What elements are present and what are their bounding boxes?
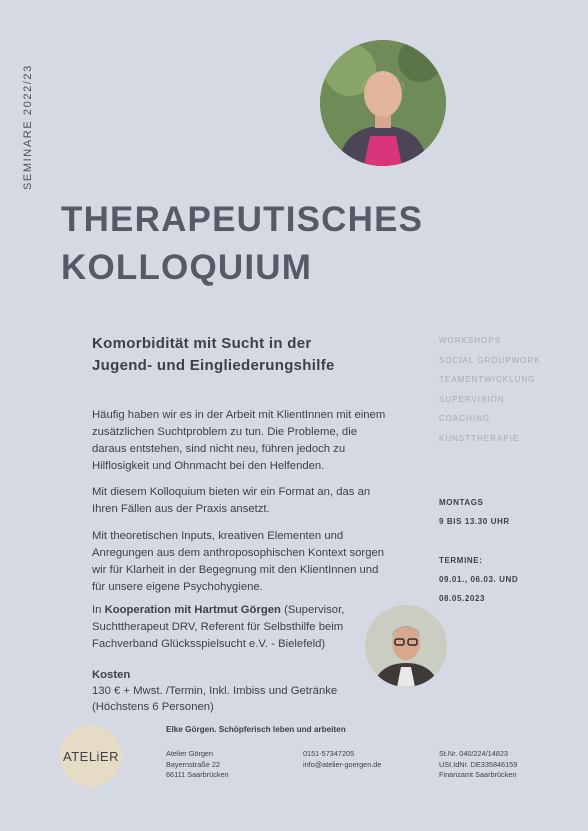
schedule-dates-label: TERMINE: [439, 556, 483, 565]
schedule-dates [439, 551, 518, 608]
schedule-day [439, 493, 510, 531]
service-item: KUNSTTHERAPIE [439, 433, 520, 443]
subtitle-line-1: Komorbidität mit Sucht in der [92, 335, 312, 352]
service-item: SOCIAL GROUPWORK [439, 355, 541, 365]
costs-capacity: (Höchstens 6 Personen) [92, 701, 214, 713]
service-item: COACHING [439, 414, 491, 424]
schedule-day-label: MONTAGS [439, 498, 484, 507]
footer-address-line: Atelier Görgen [166, 749, 214, 758]
schedule-time: 9 BIS 13.30 UHR [439, 517, 510, 526]
service-item: SUPERVISION [439, 394, 505, 404]
footer-tax-line: Finanzamt Saarbrücken [439, 770, 517, 779]
footer-address [166, 749, 229, 781]
cooperation-paragraph [92, 602, 354, 653]
service-item: TEAMENTWICKLUNG [439, 375, 536, 385]
intro-paragraph: Häufig haben wir es in der Arbeit mit KlientInnen mit einem zusätzlichen Suchtproblem zu tun. Die Probleme, die daraus entstehen, sind nicht neu, führen jedoch zu Hilflosigkeit und Ohnmacht bei den Helfenden. [92, 409, 386, 472]
service-item: WORKSHOPS [439, 336, 501, 345]
cooperation-details: (Supervisor, Suchttherapeut DRV, Referent für Selbsthilfe beim Fachverband Glücksspielsucht e.V. - Bielefeld) [92, 604, 345, 650]
cooperation-partner: Kooperation mit Hartmut Görgen [104, 604, 281, 616]
portrait-photo-woman [320, 40, 446, 166]
subtitle-line-2: Jugend- und Eingliederungshilfe [92, 357, 335, 374]
method-paragraph: Mit theoretischen Inputs, kreativen Elementen und Anregungen aus dem anthroposophischen Kontext sorgen wir für Klarheit in der Begegnung mit den KlientInnen und für unsere eigene Psychohygiene. [92, 530, 385, 593]
services-list [439, 336, 541, 454]
footer-phone: 0151-57347205 [303, 749, 355, 758]
costs-price: 130 € + Mwst. /Termin, Inkl. Imbiss und Getränke [92, 685, 338, 697]
footer-tax-info [439, 749, 517, 781]
title-line-1: THERAPEUTISCHES [61, 200, 424, 239]
footer-contact [303, 749, 381, 770]
title-line-2: KOLLOQUIUM [61, 248, 313, 287]
schedule-dates-line-2: 08.05.2023 [439, 594, 486, 603]
schedule-dates-line-1: 09.01., 06.03. UND [439, 575, 519, 584]
seminar-subtitle [92, 333, 392, 377]
footer-address-line: Bayernstraße 22 [166, 759, 220, 769]
cooperation-prefix: In [92, 604, 105, 616]
atelier-logo: ATELiER [60, 725, 122, 787]
costs-block [92, 667, 392, 715]
footer-tax-line: USt.IdNr. DE335846159 [439, 759, 518, 769]
footer-address-line: 66111 Saarbrücken [166, 770, 229, 779]
season-label: SEMINARE 2022/23 [22, 64, 34, 190]
page-title [61, 196, 423, 292]
footer-tax-line: St.Nr. 040/224/14823 [439, 749, 508, 758]
costs-heading: Kosten [92, 669, 131, 681]
footer-email: info@atelier-goergen.de [303, 759, 382, 769]
footer-tagline: Elke Görgen. Schöpferisch leben und arbeiten [166, 725, 346, 734]
format-paragraph: Mit diesem Kolloquium bieten wir ein Format an, das an Ihren Fällen aus der Praxis ansetzt. [92, 486, 371, 515]
